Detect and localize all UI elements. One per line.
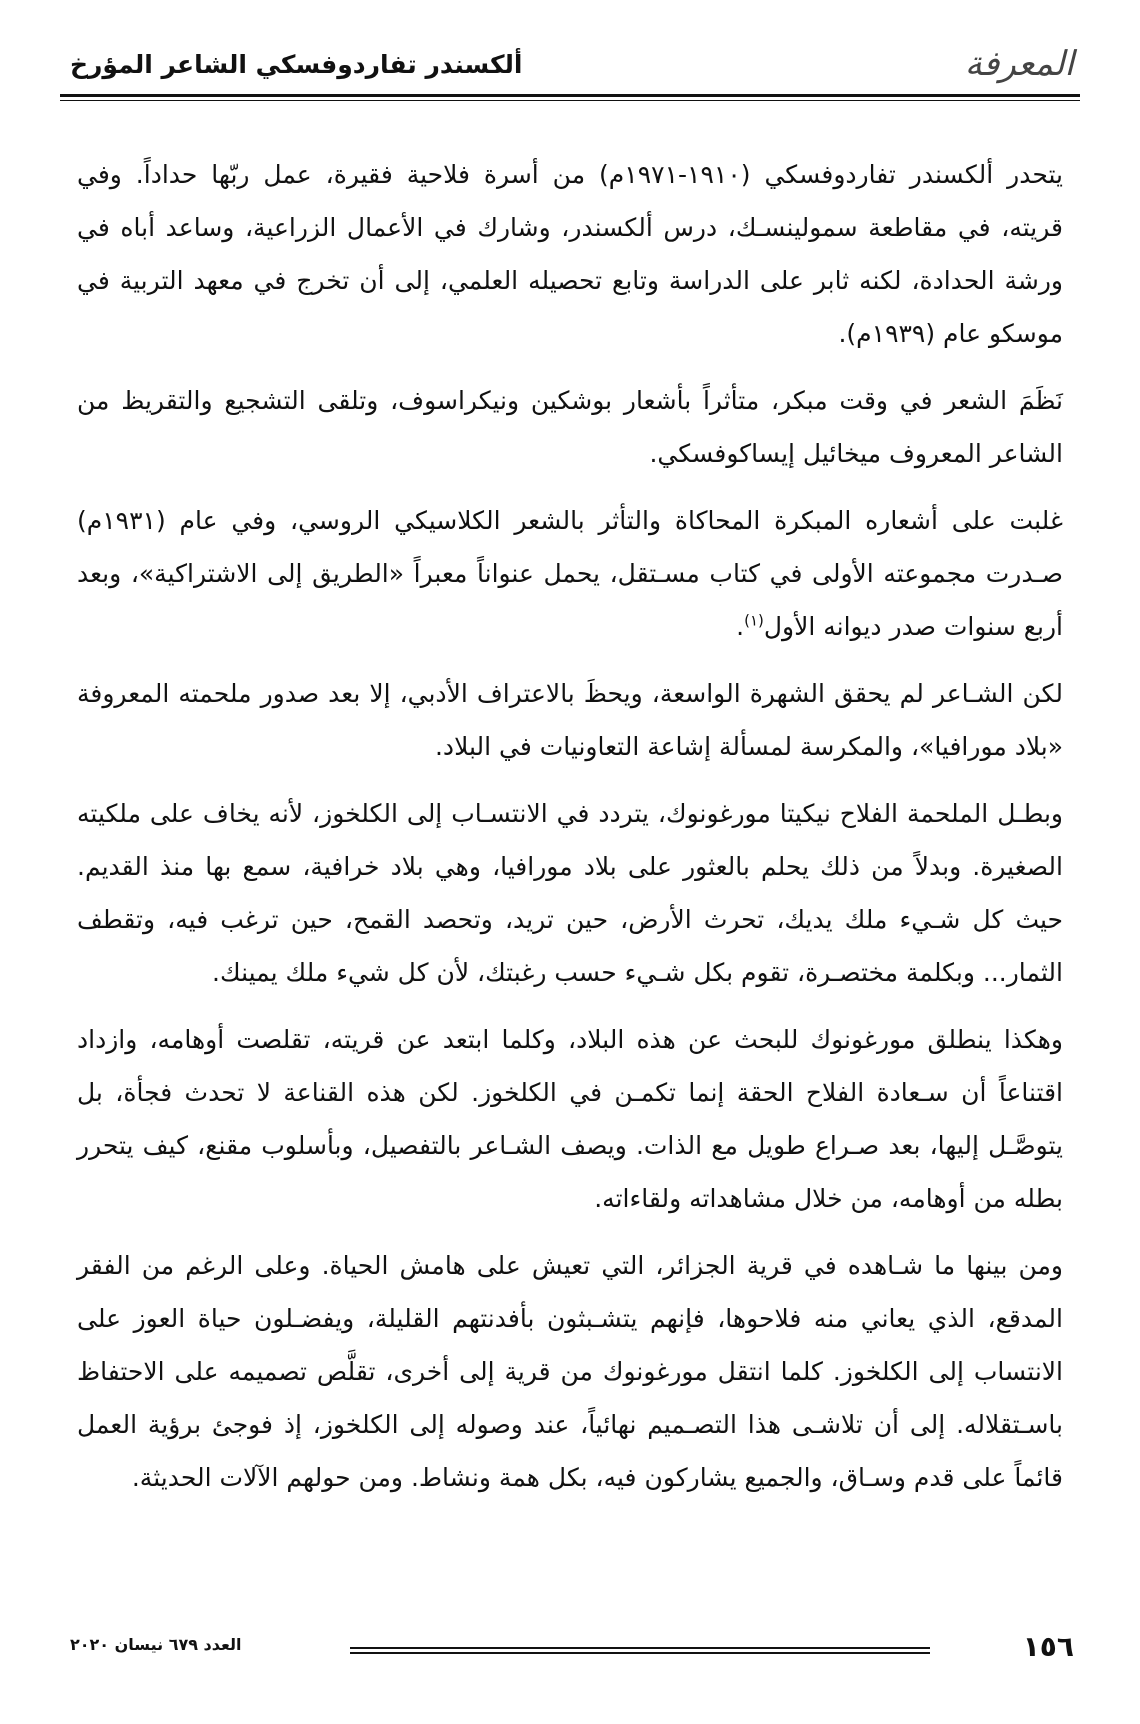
paragraph-4: لكن الشـاعر لم يحقق الشهرة الواسعة، ويحظَ بالاعتراف الأدبي، إلا بعد صدور ملحمته المعروفة «بلاد مورافيا»، والمكرسة لمسألة إشاعة التعاونيات في البلاد. xyxy=(77,679,1063,761)
magazine-logo: المعرفة xyxy=(964,44,1074,84)
issue-info: العدد ٦٧٩ نيسان ٢٠٢٠ xyxy=(70,1635,242,1654)
page-header xyxy=(60,30,1080,92)
paragraph-2: نَظَمَ الشعر في وقت مبكر، متأثراً بأشعار بوشكين ونيكراسوف، وتلقى التشجيع والتقريظ من الشاعر المعروف ميخائيل إيساكوفسكي. xyxy=(77,386,1063,468)
paragraph-5: وبطـل الملحمة الفلاح نيكيتا مورغونوك، يتردد في الانتسـاب إلى الكلخوز، لأنه يخاف على ملكيته الصغيرة. وبدلاً من ذلك يحلم بالعثور على بلاد مورافيا، وهي بلاد خرافية، سمع بها منذ القديم. حيث كل شـيء ملك يديك، تحرث الأرض، حين تريد، وتحصد القمح، حين ترغب فيه، وتقطف الثمار... وبكلمة مختصـرة، تقوم بكل شـيء حسب رغبتك، لأن كل شيء ملك يمينك. xyxy=(77,799,1063,987)
paragraph-6: وهكذا ينطلق مورغونوك للبحث عن هذه البلاد، وكلما ابتعد عن قريته، تقلصت أوهامه، وازداد اقتناعاً أن سـعادة الفلاح الحقة إنما تكمـن في الكلخوز. لكن هذه القناعة لا تحدث فجأة، بل يتوصَّـل إليها، بعد صـراع طويل مع الذات. ويصف الشـاعر بالتفصيل، وبأسلوب مقنع، كيف يتحرر بطله من أوهامه، من خلال مشاهداته ولقاءاته. xyxy=(77,1025,1063,1213)
running-title: ألكسندر تفاردوفسكي الشاعر المؤرخ xyxy=(70,50,523,79)
paragraph-3-end: . xyxy=(736,612,745,641)
paragraph-7: ومن بينها ما شـاهده في قرية الجزائر، التي تعيش على هامش الحياة. وعلى الرغم من الفقر المدقع، الذي يعاني منه فلاحوها، فإنهم يتشـبثون بأفدنتهم القليلة، ويفضـلون حياة العوز على الانتساب إلى الكلخوز. كلما انتقل مورغونوك من قرية إلى أخرى، تقلَّص تصميمه على الاحتفاظ باسـتقلاله. إلى أن تلاشـى هذا التصـميم نهائياً، عند وصوله إلى الكلخوز، إذ فوجئ برؤية العمل قائماً على قدم وسـاق، والجميع يشاركون فيه، بكل همة ونشاط. ومن حولهم الآلات الحديثة. xyxy=(77,1251,1063,1492)
paragraph-3-text: غلبت على أشعاره المبكرة المحاكاة والتأثر بالشعر الكلاسيكي الروسي، وفي عام (١٩٣١م) صـدرت مجموعته الأولى في كتاب مسـتقل، يحمل عنواناً معبراً «الطريق إلى الاشتراكية»، وبعد أربع سنوات صدر ديوانه الأول xyxy=(77,506,1063,641)
footer-rule-top xyxy=(350,1647,930,1649)
footnote-marker: (١) xyxy=(744,611,764,630)
paragraph-3 xyxy=(77,494,1063,653)
page-footer xyxy=(60,1630,1080,1670)
paragraph-1: يتحدر ألكسندر تفاردوفسكي (١٩١٠-١٩٧١م) من أسرة فلاحية فقيرة، عمل ربّها حداداً. وفي قريته، في مقاطعة سمولينسـك، درس ألكسندر، وشارك في الأعمال الزراعية، وساعد أباه في ورشة الحدادة، لكنه ثابر على الدراسة وتابع تحصيله العلمي، إلى أن تخرج في معهد التربية في موسكو عام (١٩٣٩م). xyxy=(77,160,1063,348)
article-body xyxy=(77,148,1063,1518)
header-rule-thin xyxy=(60,100,1080,101)
page-number: ١٥٦ xyxy=(1022,1630,1074,1663)
footer-rule-bottom xyxy=(350,1652,930,1654)
header-rule-thick xyxy=(60,94,1080,97)
